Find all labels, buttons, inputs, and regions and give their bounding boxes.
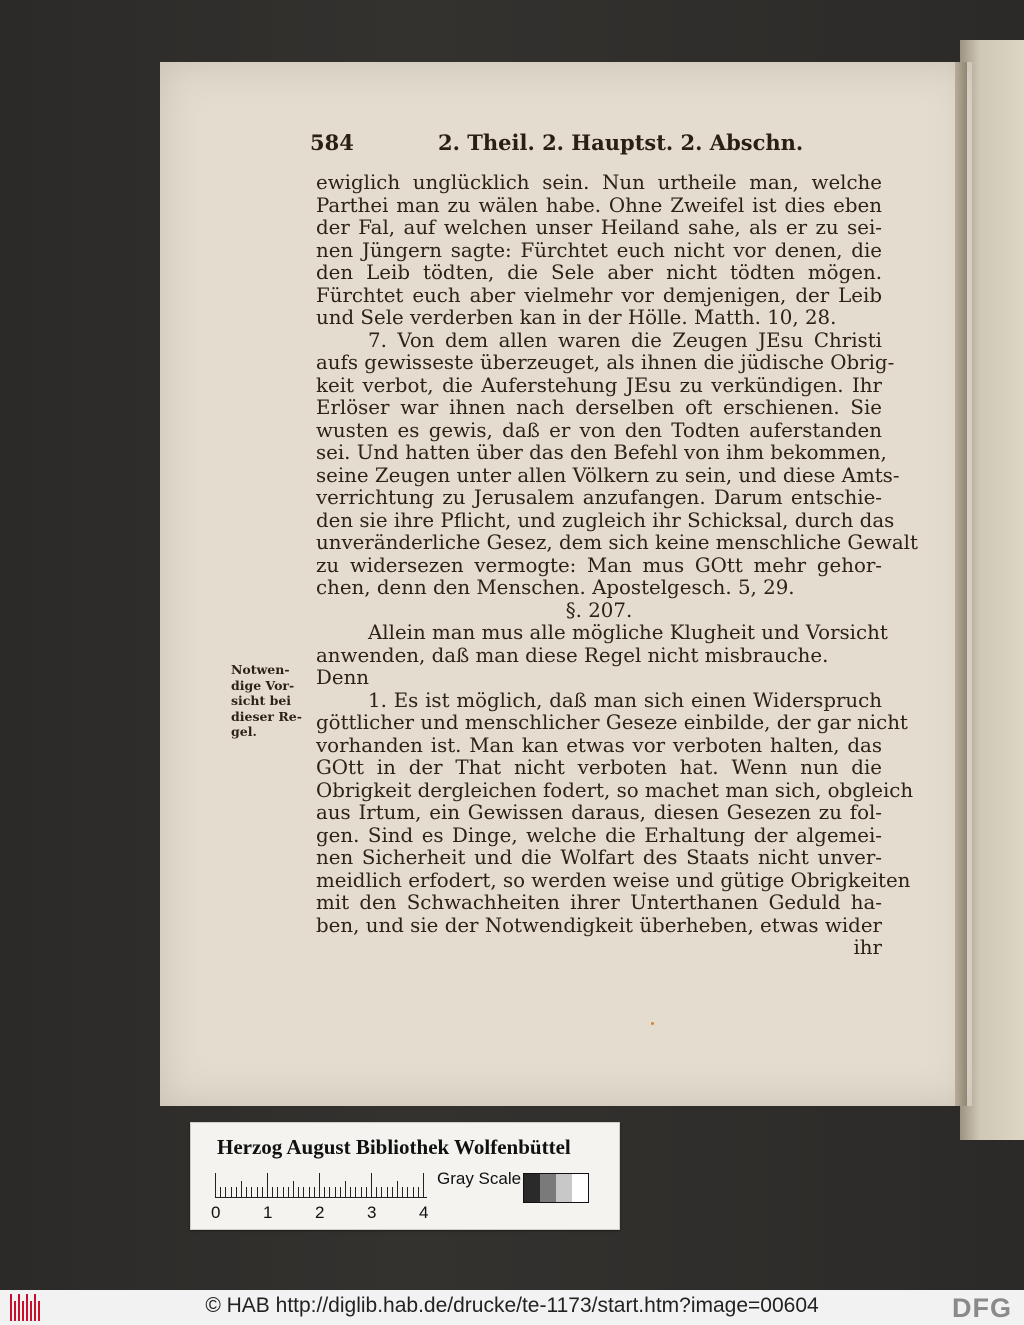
margin-note-line: gel. bbox=[231, 724, 257, 739]
ruler-tick bbox=[298, 1187, 299, 1197]
ruler-tick bbox=[251, 1187, 252, 1197]
ruler-tick bbox=[314, 1187, 315, 1197]
footer-copyright-link[interactable]: © HAB http://diglib.hab.de/drucke/te-1173/start.htm?image=00604 bbox=[205, 1294, 819, 1317]
ruler-tick bbox=[220, 1187, 221, 1197]
text-line: 1. Es ist möglich, daß man sich einen Widerspruch bbox=[368, 688, 882, 712]
gray-patch bbox=[556, 1174, 572, 1202]
ruler-tick bbox=[329, 1187, 330, 1197]
text-line: sei. Und hatten über das den Befehl von ihm bekommen, bbox=[316, 441, 887, 464]
ruler-tick bbox=[387, 1187, 388, 1197]
ruler-tick bbox=[366, 1187, 367, 1197]
ruler-tick bbox=[215, 1173, 216, 1197]
gray-patch bbox=[572, 1174, 588, 1202]
text-line: Denn bbox=[316, 666, 370, 689]
ruler-tick bbox=[335, 1187, 336, 1197]
ruler-tick bbox=[319, 1173, 320, 1197]
ruler-numbers bbox=[209, 1203, 449, 1223]
text-line: GOtt in der That nicht verboten hat. Wenn nun die bbox=[316, 756, 882, 779]
ruler-tick bbox=[407, 1187, 408, 1197]
margin-note-line: Notwen- bbox=[231, 662, 290, 677]
ruler-tick bbox=[324, 1187, 325, 1197]
ruler-tick bbox=[288, 1187, 289, 1197]
text-line: Erlöser war ihnen nach derselben oft erschienen. Sie bbox=[316, 396, 882, 419]
ruler-tick bbox=[402, 1187, 403, 1197]
text-line: göttlicher und menschlicher Geseze einbilde, der gar nicht bbox=[316, 711, 908, 734]
text-line: aus Irtum, ein Gewissen daraus, diesen Gesezen zu fol- bbox=[316, 801, 882, 824]
text-line: Parthei man zu wälen habe. Ohne Zweifel ist dies eben bbox=[316, 193, 882, 217]
ruler-tick bbox=[381, 1187, 382, 1197]
ruler-number: 0 bbox=[211, 1203, 221, 1222]
ruler-tick bbox=[423, 1173, 424, 1197]
ruler-tick bbox=[350, 1187, 351, 1197]
text-line: gen. Sind es Dinge, welche die Erhaltung der algemei- bbox=[316, 823, 882, 847]
ruler-tick bbox=[272, 1187, 273, 1197]
text-line: meidlich erfodert, so werden weise und gütige Obrigkeiten bbox=[316, 868, 911, 892]
margin-note-line: dige Vor- bbox=[231, 677, 295, 693]
ruler-tick bbox=[355, 1187, 356, 1197]
margin-note-line: sicht bei bbox=[231, 693, 292, 708]
gray-scale-label: Gray Scale bbox=[437, 1169, 522, 1188]
text-line: den sie ihre Pflicht, und zugleich ihr Schicksal, durch das bbox=[316, 508, 895, 532]
ruler-tick bbox=[277, 1187, 278, 1197]
text-line: ihr bbox=[853, 936, 882, 959]
gray-patch bbox=[524, 1174, 540, 1202]
margin-note-line: dieser Re- bbox=[231, 708, 302, 724]
gray-scale-patches bbox=[523, 1173, 589, 1203]
text-line: chen, denn den Menschen. Apostelgesch. 5, 29. bbox=[316, 576, 795, 599]
ruler-tick bbox=[303, 1187, 304, 1197]
text-line: verrichtung zu Jerusalem anzufangen. Darum entschie- bbox=[316, 486, 882, 509]
text-line: keit verbot, die Auferstehung JEsu zu verkündigen. Ihr bbox=[316, 373, 882, 397]
ruler-tick bbox=[257, 1187, 258, 1197]
text-line: wusten es gewis, daß er von den Todten auferstanden bbox=[316, 418, 882, 442]
color-calibration-card bbox=[190, 1122, 620, 1230]
margin-note bbox=[231, 662, 321, 740]
text-line: Allein man mus alle mögliche Klugheit und Vorsicht bbox=[368, 621, 888, 644]
text-line: zu widersezen vermogte: Man mus GOtt mehr gehor- bbox=[316, 553, 882, 577]
body-text bbox=[316, 171, 918, 960]
ruler-tick bbox=[392, 1187, 393, 1197]
text-line: ewiglich unglücklich sein. Nun urtheile man, welche bbox=[316, 171, 882, 194]
ruler-tick bbox=[241, 1181, 242, 1197]
ruler-tick bbox=[361, 1187, 362, 1197]
ruler-tick bbox=[246, 1187, 247, 1197]
text-line: unveränderliche Gesez, dem sich keine menschliche Gewalt bbox=[316, 531, 918, 554]
text-line: nen Sicherheit und die Wolfart des Staats nicht unver- bbox=[316, 846, 882, 869]
ruler-tick bbox=[397, 1181, 398, 1197]
ruler-tick bbox=[262, 1187, 263, 1197]
ruler-tick bbox=[231, 1187, 232, 1197]
footer-bar bbox=[0, 1290, 1024, 1325]
measurement-ruler bbox=[215, 1171, 427, 1198]
ruler-number: 3 bbox=[367, 1203, 377, 1222]
ruler-tick bbox=[371, 1173, 372, 1197]
ruler-number: 4 bbox=[419, 1203, 429, 1222]
text-line: vorhanden ist. Man kan etwas vor verboten halten, das bbox=[316, 733, 882, 757]
ruler-tick bbox=[267, 1173, 268, 1197]
running-head-title: 2. Theil. 2. Hauptst. 2. Abschn. bbox=[438, 130, 804, 155]
ruler-tick bbox=[376, 1187, 377, 1197]
text-line: anwenden, daß man diese Regel nicht misbrauche. bbox=[316, 643, 829, 667]
text-line: Fürchtet euch aber vielmehr vor demjenigen, der Leib bbox=[316, 283, 882, 307]
ruler-tick bbox=[340, 1187, 341, 1197]
text-line: §. 207. bbox=[565, 598, 633, 622]
text-line: nen Jüngern sagte: Fürchtet euch nicht vor denen, die bbox=[316, 238, 882, 262]
orange-speck bbox=[651, 1022, 654, 1025]
ruler-number: 1 bbox=[263, 1203, 273, 1222]
ruler-number: 2 bbox=[315, 1203, 325, 1222]
text-line: 7. Von dem allen waren die Zeugen JEsu Christi bbox=[368, 328, 882, 352]
ruler-tick bbox=[225, 1187, 226, 1197]
text-line: Obrigkeit dergleichen fodert, so machet man sich, obgleich bbox=[316, 778, 914, 802]
text-line: den Leib tödten, die Sele aber nicht tödten mögen. bbox=[316, 261, 882, 284]
page-gutter bbox=[955, 62, 967, 1106]
text-line: seine Zeugen unter allen Völkern zu sein, und diese Amts- bbox=[316, 463, 900, 487]
dfg-logo: DFG bbox=[952, 1293, 1012, 1323]
page-number: 584 bbox=[310, 130, 354, 155]
text-line: der Fal, auf welchen unser Heiland sahe, als er zu sei- bbox=[316, 216, 882, 239]
ruler-tick bbox=[236, 1187, 237, 1197]
ruler-tick bbox=[418, 1187, 419, 1197]
gray-patch bbox=[540, 1174, 556, 1202]
running-header bbox=[310, 130, 810, 160]
ruler-tick bbox=[293, 1181, 294, 1197]
text-line: und Sele verderben kan in der Hölle. Matth. 10, 28. bbox=[316, 306, 837, 329]
text-line: ben, und sie der Notwendigkeit überheben, etwas wider bbox=[316, 913, 882, 937]
text-line: mit den Schwachheiten ihrer Unterthanen Geduld ha- bbox=[316, 891, 882, 914]
library-name: Herzog August Bibliothek Wolfenbüttel bbox=[217, 1135, 571, 1159]
ruler-tick bbox=[283, 1187, 284, 1197]
ruler-tick bbox=[309, 1187, 310, 1197]
ruler-tick bbox=[345, 1181, 346, 1197]
ruler-tick bbox=[413, 1187, 414, 1197]
text-line: aufs gewisseste überzeuget, als ihnen die jüdische Obrig- bbox=[316, 351, 895, 374]
